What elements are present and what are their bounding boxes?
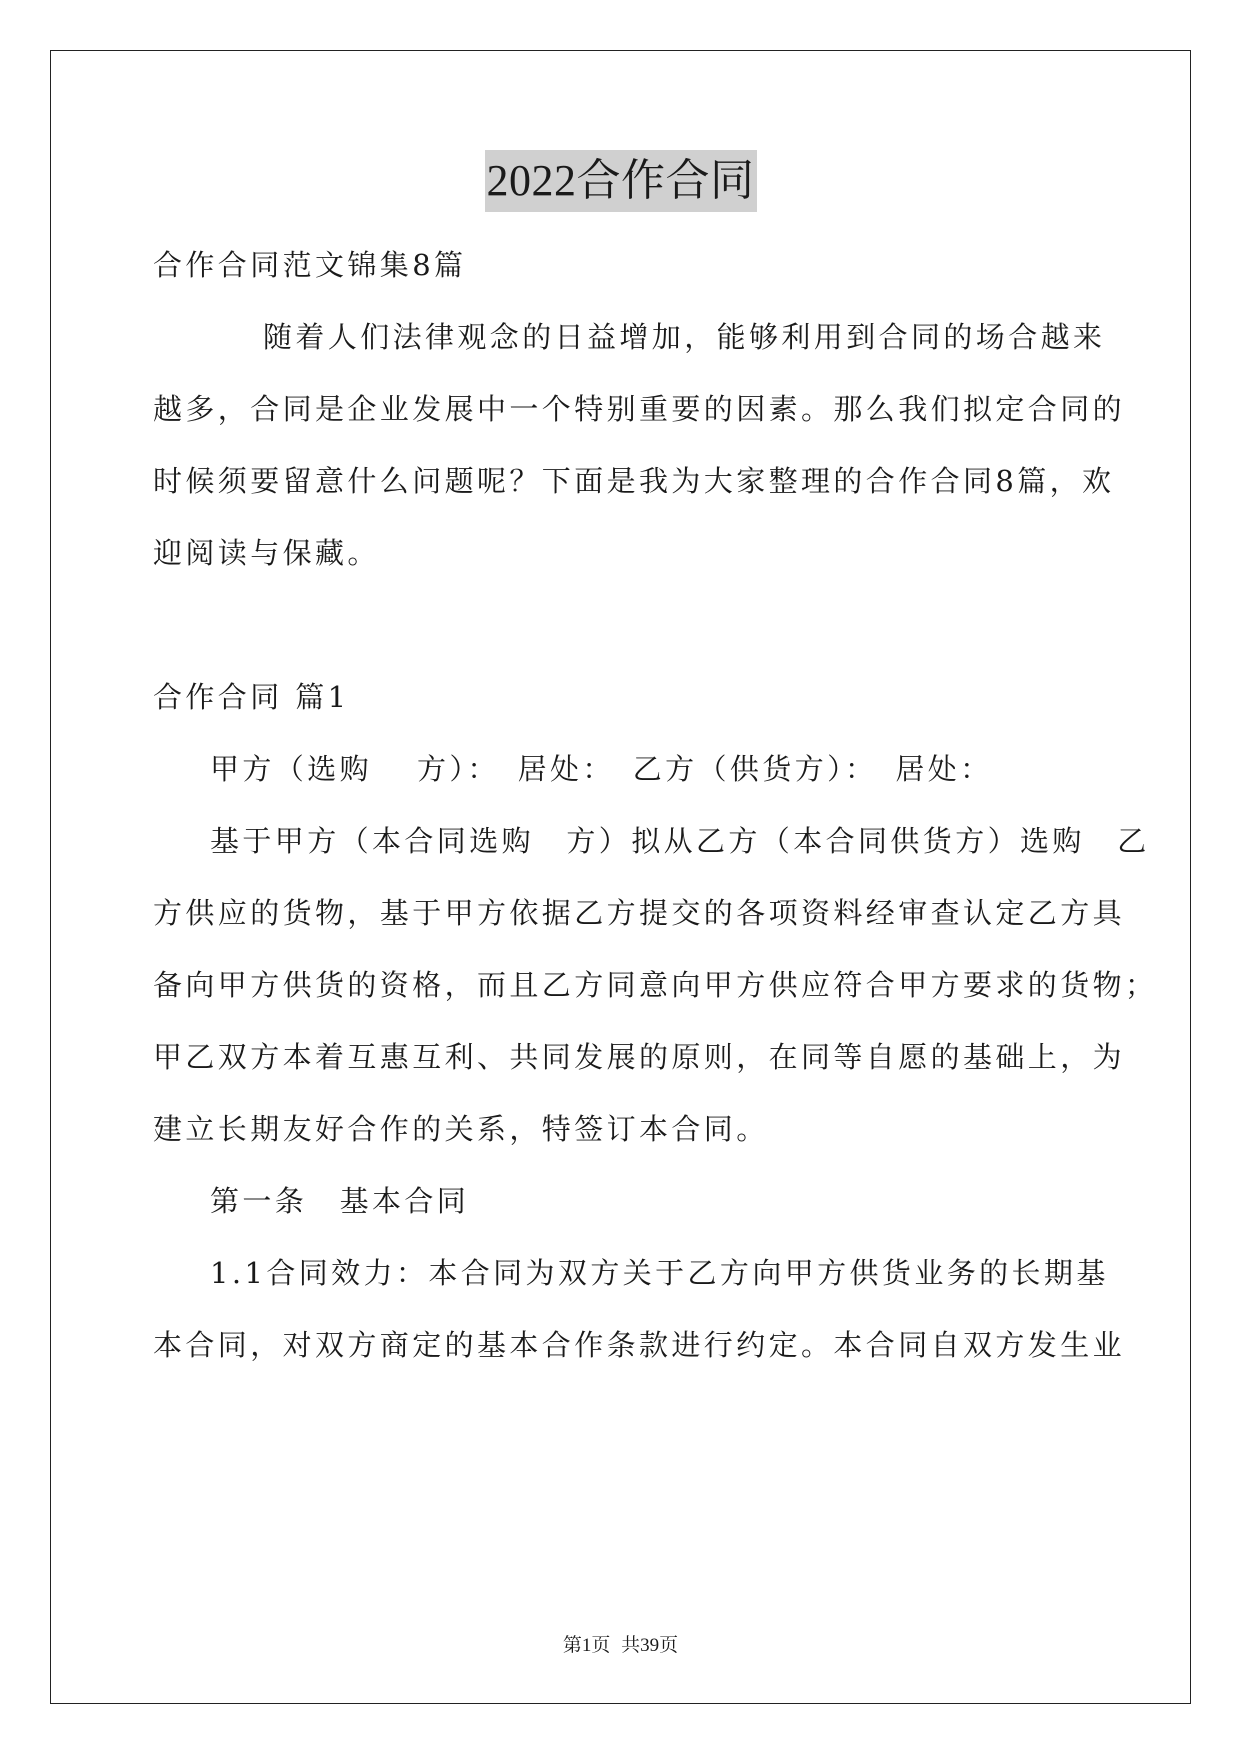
page-total: 共39页 [621, 1635, 679, 1656]
page-border [50, 50, 1191, 1704]
section-heading: 合作合同 篇1 [153, 680, 350, 714]
document-title: 2022合作合同 [485, 150, 757, 212]
paragraph-line: 随着人们法律观念的日益增加，能够利用到合同的场合越来 [263, 320, 1106, 354]
paragraph-line: 越多，合同是企业发展中一个特别重要的因素。那么我们拟定合同的 [153, 392, 1126, 426]
page-number: 第1页 [562, 1635, 611, 1656]
page-footer [0, 1630, 1241, 1657]
paragraph-line: 甲乙双方本着互惠互利、共同发展的原则，在同等自愿的基础上，为 [153, 1040, 1126, 1074]
paragraph-line: 迎阅读与保藏。 [153, 536, 380, 570]
paragraph-line: 备向甲方供货的资格，而且乙方同意向甲方供应符合甲方要求的货物； [153, 968, 1158, 1002]
subtitle: 合作合同范文锦集8篇 [153, 248, 467, 282]
paragraph-line: 基于甲方（本合同选购 方）拟从乙方（本合同供货方）选购 乙 [210, 824, 1150, 858]
title-wrap [0, 150, 1241, 212]
paragraph-line: 甲方（选购 方）： 居处： 乙方（供货方）： 居处： [210, 752, 993, 786]
paragraph-line: 建立长期友好合作的关系，特签订本合同。 [153, 1112, 769, 1146]
paragraph-line: 本合同，对双方商定的基本合作条款进行约定。本合同自双方发生业 [153, 1328, 1126, 1362]
paragraph-line: 方供应的货物，基于甲方依据乙方提交的各项资料经审查认定乙方具 [153, 896, 1126, 930]
paragraph-line: 时候须要留意什么问题呢？下面是我为大家整理的合作合同8篇，欢 [153, 464, 1115, 498]
article-heading: 第一条 基本合同 [210, 1184, 470, 1218]
paragraph-line: 1.1合同效力：本合同为双方关于乙方向甲方供货业务的长期基 [210, 1256, 1109, 1290]
